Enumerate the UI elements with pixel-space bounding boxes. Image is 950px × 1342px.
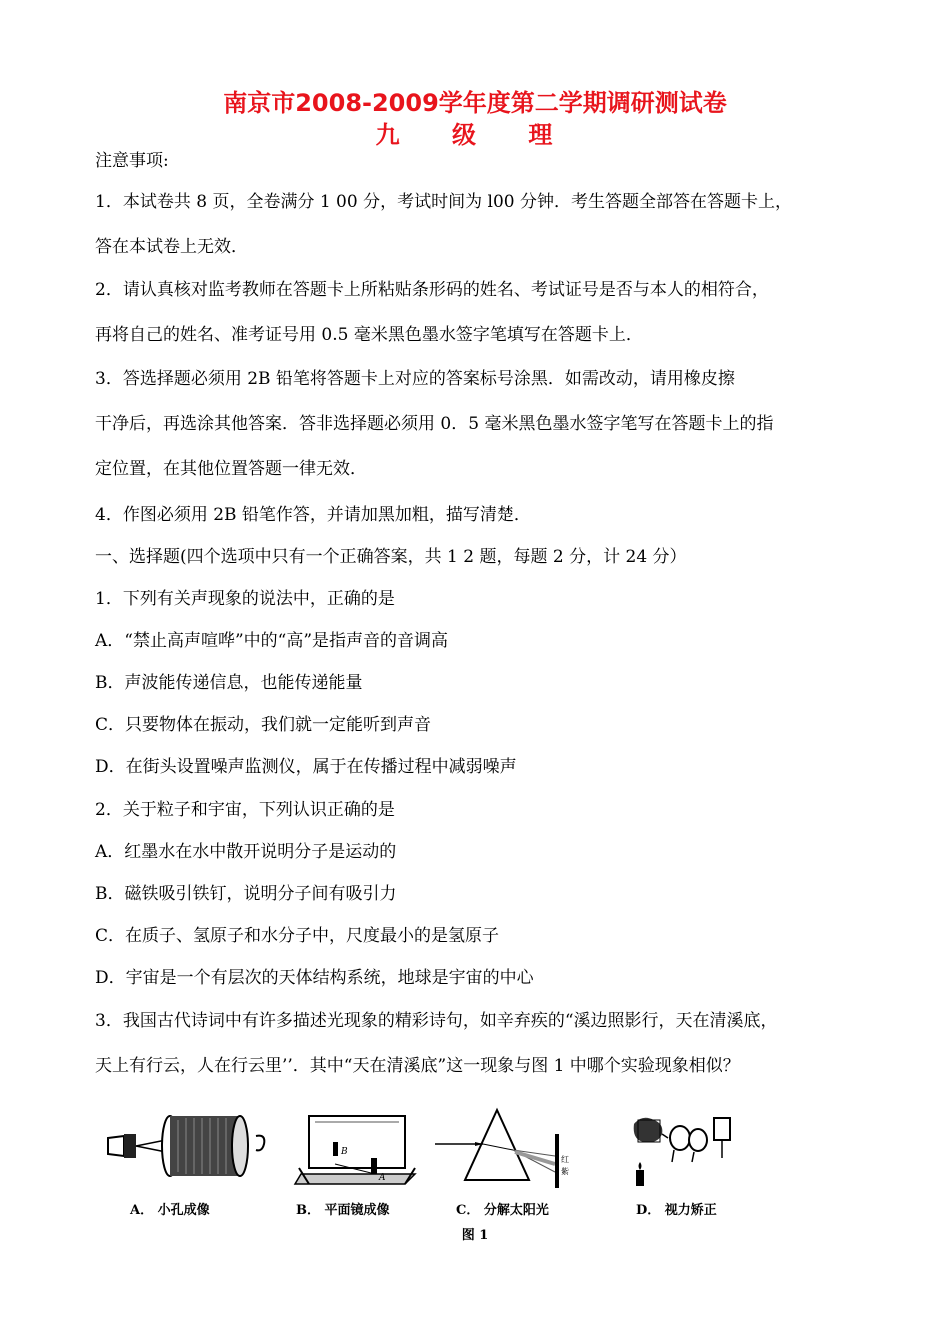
vision-correction-figure [628, 1108, 738, 1198]
question-1-option-c: C．只要物体在振动，我们就一定能听到声音 [95, 715, 432, 735]
question-1-option-a: A．“禁止高声喧哗”中的“高”是指声音的音调高 [95, 631, 449, 651]
mirror-label-b: B [341, 1147, 348, 1157]
exam-subtitle: 九 级 理 [375, 121, 575, 149]
notice-line: 4．作图必须用 2B 铅笔作答，并请加黑加粗，描写清楚． [95, 505, 531, 525]
prism-label-red: 红 [561, 1155, 569, 1164]
question-2-option-a: A．红墨水在水中散开说明分子是运动的 [95, 842, 397, 862]
question-2-option-b: B．磁铁吸引铁钉，说明分子间有吸引力 [95, 884, 397, 904]
question-1-option-b: B．声波能传递信息，也能传递能量 [95, 673, 363, 693]
plane-mirror-figure [295, 1108, 425, 1192]
prism-figure [435, 1108, 585, 1192]
notice-line: 定位置，在其他位置答题一律无效． [95, 459, 367, 479]
figure-label: 图 1 [461, 1228, 489, 1243]
notice-line: 答在本试卷上无效． [95, 237, 248, 257]
notice-line: 干净后，再选涂其他答案．答非选择题必须用 0．5 毫米黑色墨水签字笔写在答题卡上的指 [95, 414, 774, 434]
question-1-stem: 1．下列有关声现象的说法中，正确的是 [95, 589, 395, 609]
notice-line: 2．请认真核对监考教师在答题卡上所粘贴条形码的姓名、考试证号是否与本人的相符合， [95, 280, 769, 300]
figure-caption-b: B． 平面镜成像 [296, 1203, 390, 1218]
figure-caption-a: A． 小孔成像 [130, 1203, 210, 1218]
exam-title: 南京市2008-2009学年度第二学期调研测试卷 [223, 89, 727, 117]
notice-line: 3．答选择题必须用 2B 铅笔将答题卡上对应的答案标号涂黑．如需改动，请用橡皮擦 [95, 369, 735, 389]
mirror-label-a: A [379, 1173, 386, 1183]
question-2-stem: 2．关于粒子和宇宙，下列认识正确的是 [95, 800, 395, 820]
figure-caption-d: D． 视力矫正 [636, 1203, 717, 1218]
question-3-stem-line: 3．我国古代诗词中有许多描述光现象的精彩诗句，如辛弃疾的“溪边照影行，天在清溪底， [95, 1011, 778, 1031]
prism-label-violet: 紫 [561, 1167, 569, 1176]
question-1-option-d: D．在街头设置噪声监测仪，属于在传播过程中减弱噪声 [95, 757, 517, 777]
section-heading: 一、选择题(四个选项中只有一个正确答案，共 1 2 题，每题 2 分，计 24 分） [95, 547, 687, 567]
question-2-option-c: C．在质子、氢原子和水分子中，尺度最小的是氢原子 [95, 926, 500, 946]
notice-line: 1．本试卷共 8 页，全卷满分 1 00 分，考试时间为 l00 分钟．考生答题全部答在答题卡上， [95, 192, 792, 212]
notice-heading: 注意事项: [95, 151, 169, 171]
question-3-stem-line: 天上有行云，人在行云里’’．其中“天在清溪底”这一现象与图 1 中哪个实验现象相似？ [95, 1056, 740, 1076]
notice-line: 再将自己的姓名、准考证号用 0.5 毫米黑色墨水签字笔填写在答题卡上． [95, 325, 643, 345]
question-2-option-d: D．宇宙是一个有层次的天体结构系统，地球是宇宙的中心 [95, 968, 534, 988]
figure-caption-c: C． 分解太阳光 [456, 1203, 549, 1218]
pinhole-camera-figure [100, 1108, 270, 1192]
